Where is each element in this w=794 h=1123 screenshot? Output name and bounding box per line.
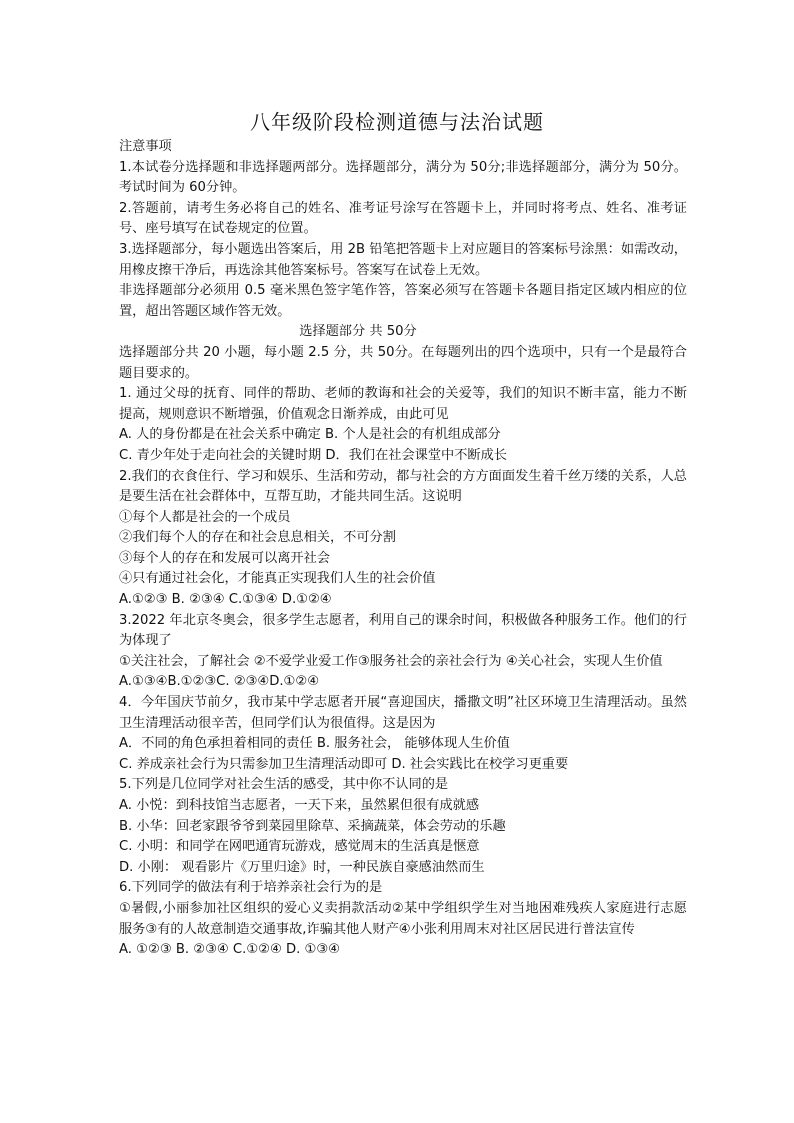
question-3-option-row: A.①③④B.①②③C. ②③④D.①②④	[119, 674, 320, 690]
notice-item-1: 1.本试卷分选择题和非选择题两部分。选择题部分，满分为 50分;非选择题部分，满分为 50分。考试时间为 60分钟。	[119, 159, 687, 196]
exam-title: 八年级阶段检测道德与法治试题	[250, 110, 544, 134]
question-3-stem: 3.2022 年北京冬奥会，很多学生志愿者，利用自己的课余时间，积极做各种服务工作。他们的行为体现了	[119, 612, 687, 649]
question-1-stem: 1. 通过父母的抚育、同伴的帮助、老师的教诲和社会的关爱等，我们的知识不断丰富，能力不断提高，规则意识不断增强，价值观念日渐养成，由此可见	[119, 386, 687, 422]
section-heading: 选择题部分 共 50分	[299, 324, 417, 340]
question-6-stem: 6.下列同学的做法有利于培养亲社会行为的是	[119, 880, 383, 896]
notice-item-2: 2.答题前，请考生务必将自己的姓名、准考证号涂写在答题卡上，并同时将考点、姓名、准考证号、座号填写在试卷规定的位置。	[119, 200, 687, 237]
question-1-option-row: A. 人的身份都是在社会关系中确定 B. 个人是社会的有机组成部分	[119, 427, 501, 443]
question-2-stem: 2.我们的衣食住行、学习和娱乐、生活和劳动，都与社会的方方面面发生着千丝万缕的关系，人总是要生活在社会群体中，互帮互助，才能共同生活。这说明	[119, 468, 687, 505]
question-4-stem: 4．今年国庆节前夕，我市某中学志愿者开展“喜迎国庆，播撒文明”社区环境卫生清理活动。虽然卫生清理活动很辛苦，但同学们认为很值得。这是因为	[119, 695, 687, 731]
question-5-option-row: D. 小刚： 观看影片《万里归途》时，一种民族自豪感油然而生	[119, 859, 485, 875]
question-5-stem: 5.下列是几位同学对社会生活的感受，其中你不认同的是	[119, 777, 449, 793]
question-6-statement: ①暑假,小丽参加社区组织的爱心义卖捐款活动②某中学组织学生对当地困难残疾人家庭进行志愿服务③有的人故意制造交通事故,诈骗其他人财产④小张利用周末对社区居民进行普法宣传	[119, 900, 687, 937]
exam-content	[119, 137, 687, 961]
question-5-option-row: A. 小悦：到科技馆当志愿者，一天下来，虽然累但很有成就感	[119, 798, 480, 813]
question-2-statement: ②我们每个人的存在和社会息息相关，不可分割	[119, 530, 396, 546]
question-5-option-row: B. 小华：回老家跟爷爷到菜园里除草、采摘蔬菜，体会劳动的乐趣	[119, 818, 506, 834]
section-instruction: 选择题部分共 20 小题，每小题 2.5 分，共 50分。在每题列出的四个选项中，只有一个是最符合题目要求的。	[119, 344, 687, 381]
notice-item-3: 3.选择题部分，每小题选出答案后，用 2B 铅笔把答题卡上对应题目的答案标号涂黑：如需改动，用橡皮擦干净后，再选涂其他答案标号。答案写在试卷上无效。	[119, 241, 687, 278]
question-2-statement: ①每个人都是社会的一个成员	[119, 509, 291, 525]
question-2-statement: ③每个人的存在和发展可以离开社会	[119, 550, 330, 566]
question-2-option-row: A.①②③ B. ②③④ C.①③④ D.①②④	[119, 592, 332, 608]
question-4-option-row: C. 养成亲社会行为只需参加卫生清理活动即可 D. 社会实践比在校学习更重要	[119, 756, 569, 772]
question-5-option-row: C. 小明：和同学在网吧通宵玩游戏，感觉周末的生活真是惬意	[119, 839, 480, 855]
notice-item-4: 非选择题部分必须用 0.5 毫米黑色签字笔作答，答案必须写在答题卡各题目指定区域内相应的位置，超出答题区域作答无效。	[119, 283, 687, 319]
question-3-statement: ①关注社会，了解社会 ②不爱学业爱工作③服务社会的亲社会行为 ④关心社会，实现人生价值	[119, 653, 663, 669]
question-1-option-row: C. 青少年处于走向社会的关键时期 D．我们在社会课堂中不断成长	[119, 447, 507, 463]
notice-heading: 注意事项	[119, 139, 172, 154]
question-6-option-row: A. ①②③ B. ②③④ C.①②④ D. ①③④	[119, 942, 340, 958]
question-2-statement: ④只有通过社会化，才能真正实现我们人生的社会价值	[119, 571, 436, 587]
question-4-option-row: A．不同的角色承担着相同的责任 B. 服务社会， 能够体现人生价值	[119, 736, 510, 752]
